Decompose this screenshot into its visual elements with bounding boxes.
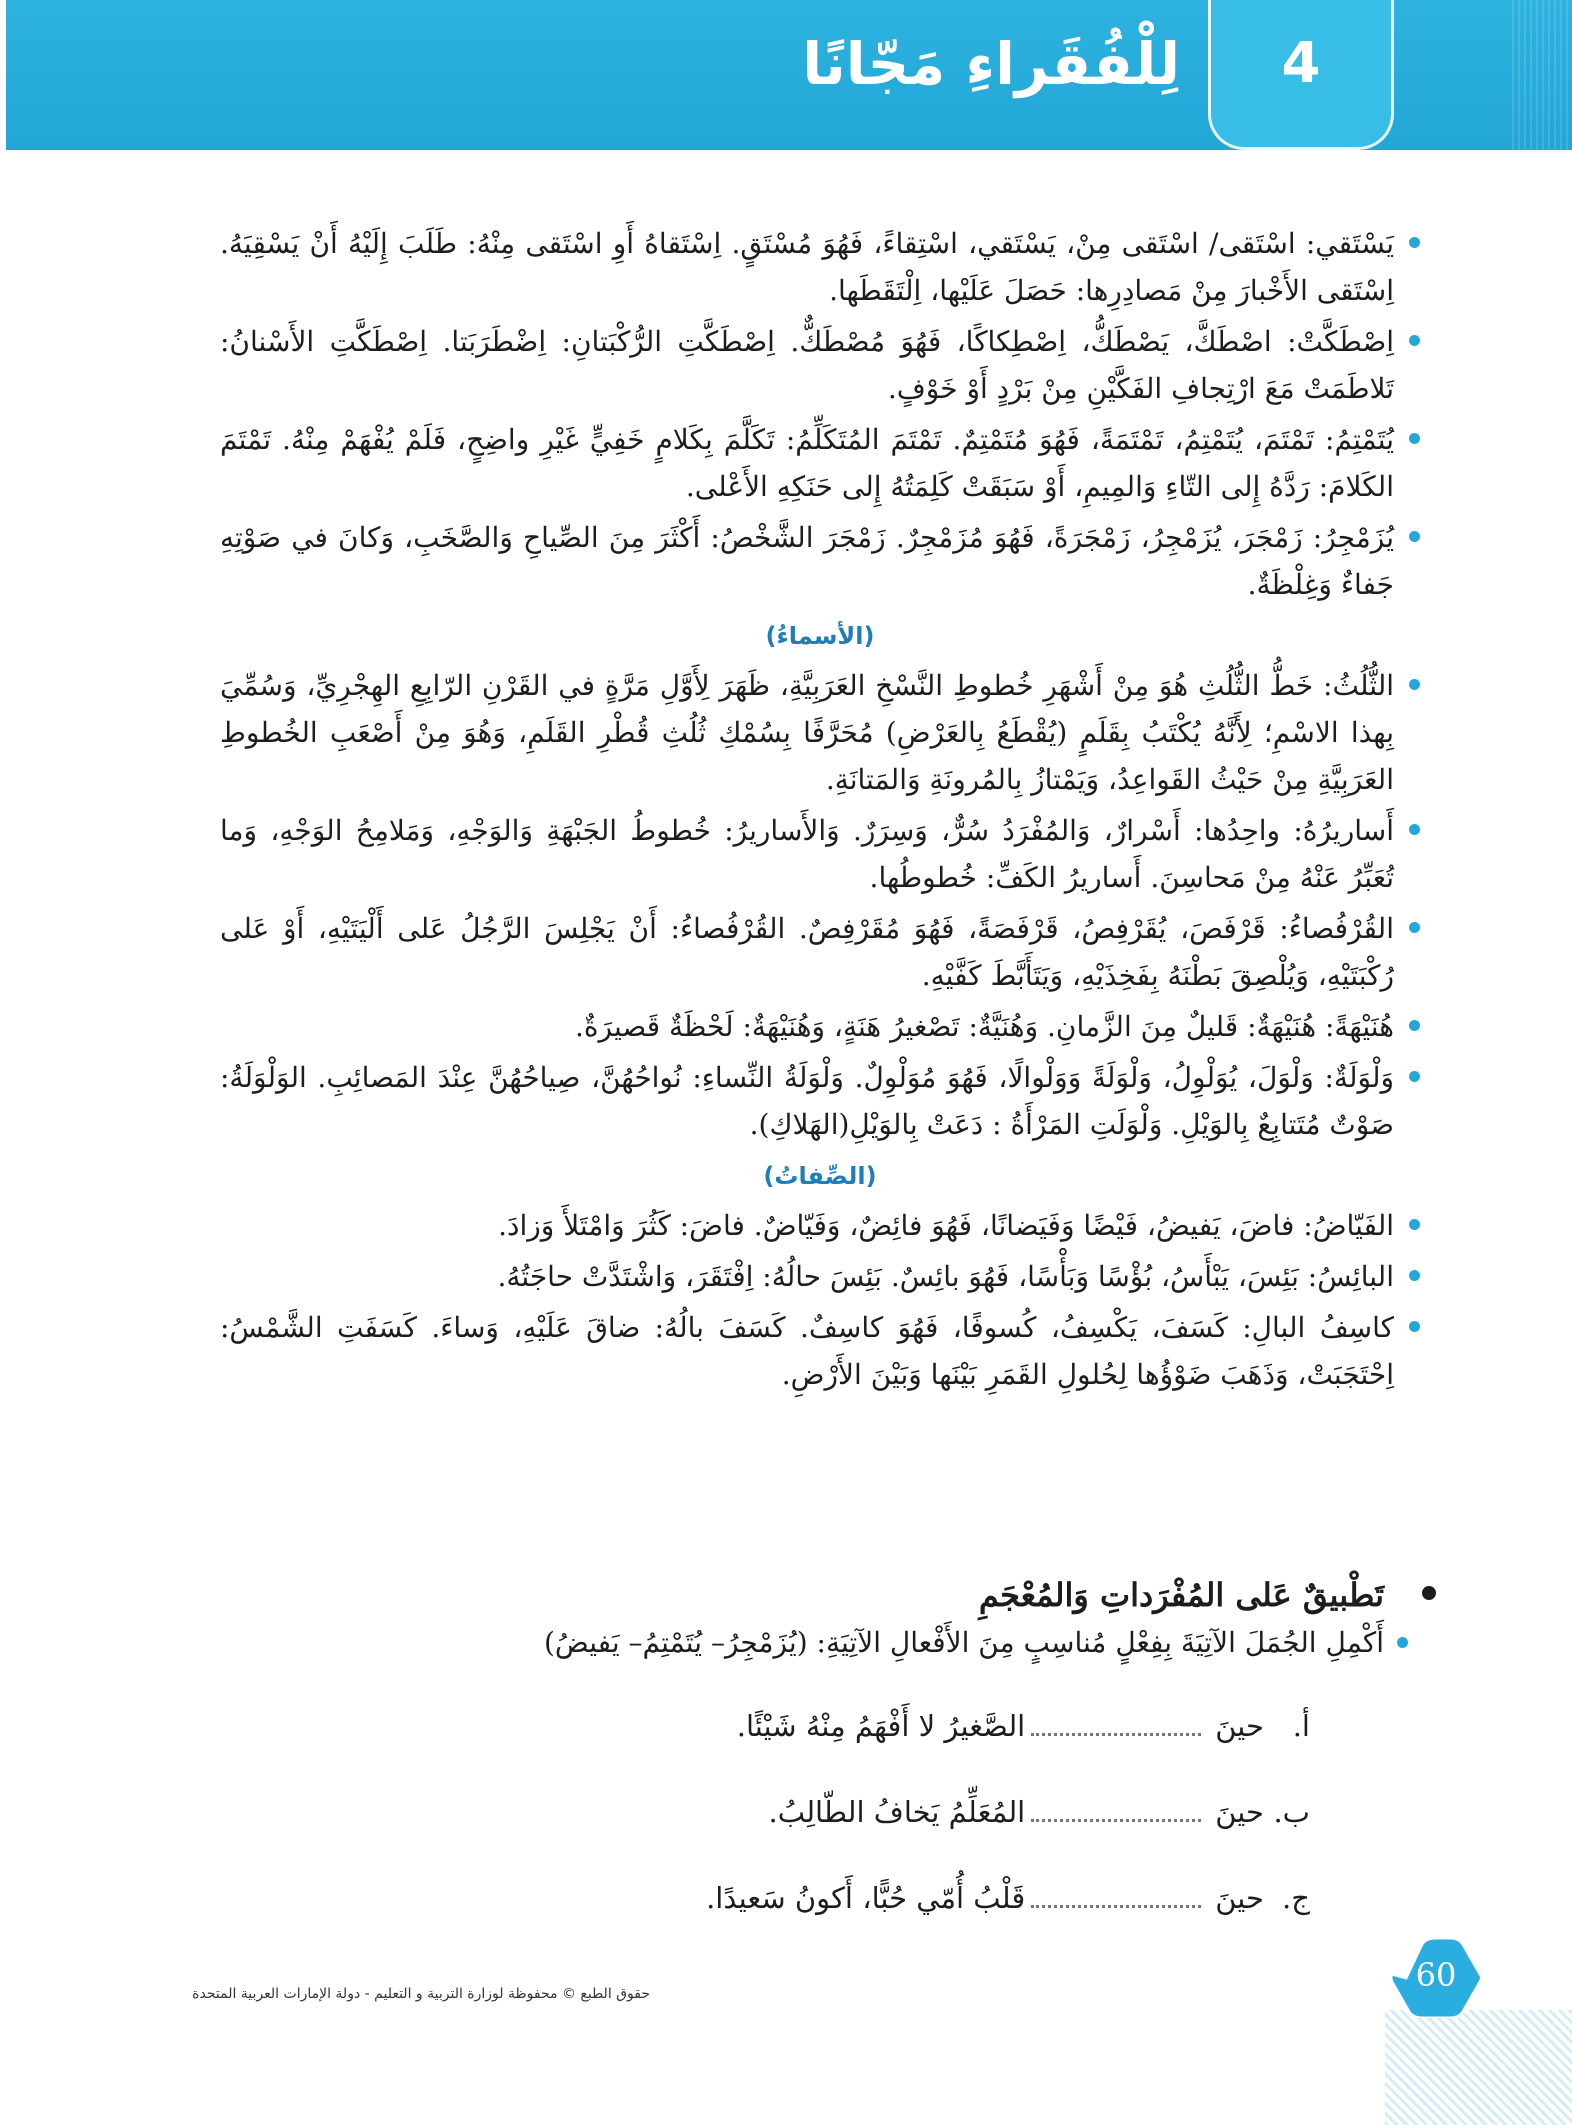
verb-entry [220,318,1420,412]
exercise-when: حينَ [1215,1881,1264,1915]
practice-section [300,1570,1430,1922]
practice-instruction [300,1620,1430,1666]
bullet-icon [1409,922,1420,933]
entry-text: وَلْوَلَةٌ: وَلْوَلَ، يُوَلْوِلُ، وَلْوَلَةً وَوَلْوالًا، فَهُوَ مُوَلْوِلٌ. وَلْوَلَةُ النِّساءِ: نُواحُهُنَّ، صِياحُهُنَّ عِنْدَ المَصائِبِ. الوَلْوَلَةُ: صَوْتٌ مُتَتابِعٌ بِالوَيْلِ. وَلْوَلَتِ المَرْأَةُ : دَعَتْ بِالوَيْلِ(الهَلاكِ). [220,1061,1394,1141]
exercise-rest: قَلْبُ أُمّي حُبًّا، أَكونُ سَعيدًا. [706,1881,1026,1915]
adjective-entry [220,1304,1420,1398]
exercise-when: حينَ [1215,1709,1264,1743]
bullet-icon [1409,1020,1420,1031]
bullet-icon [1397,1637,1408,1648]
nouns-list [220,662,1420,1148]
lesson-number: 4 [1281,31,1321,96]
bullet-icon [1409,1321,1420,1332]
answer-blank[interactable] [1031,1883,1201,1908]
noun-entry [220,807,1420,901]
nouns-heading: (الأسماءُ) [765,622,875,650]
entry-text: يُزَمْجِرُ: زَمْجَرَ، يُزَمْجِرُ، زَمْجَرَةً، فَهُوَ مُزَمْجِرٌ. زَمْجَرَ الشَّخْصُ: أَكْثَرَ مِنَ الصِّياحِ وَالصَّخَبِ، وَكانَ في صَوْتِهِ جَفاءٌ وَغِلْظَةٌ. [220,521,1394,601]
adjective-entry [220,1253,1420,1300]
bullet-icon [1409,433,1420,444]
entry-text: الثُّلُثُ: خَطُّ الثُّلُثِ هُوَ مِنْ أَشْهَرِ خُطوطِ النَّسْخِ العَرَبِيَّةِ، ظَهَرَ لِأَوَّلِ مَرَّةٍ في القَرْنِ الرّابِعِ الهِجْرِيِّ، وَسُمِّيَ بِهذا الاسْمِ؛ لِأَنَّهُ يُكْتَبُ بِقَلَمٍ (يُقْطَعُ بِالعَرْضِ) مُحَرَّفًا بِسُمْكِ ثُلُثِ قُطْرِ القَلَمِ، وَهُوَ مِنْ أَصْعَبِ الخُطوطِ العَرَبِيَّةِ مِنْ حَيْثُ القَواعِدُ، وَيَمْتازُ بِالمُرونَةِ وَالمَتانَةِ. [220,669,1394,796]
verb-entry [220,220,1420,314]
entry-text: هُنَيْهَةً: هُنَيْهَةٌ: قَليلٌ مِنَ الزَّمانِ. وَهُنَيَّةٌ: تَصْغيرُ هَنَةٍ، وَهُنَيْهَةٌ: لَحْظَةٌ قَصيرَةٌ. [574,1010,1394,1043]
bullet-icon [1409,679,1420,690]
entry-text: القُرْفُصاءُ: قَرْفَصَ، يُقَرْفِصُ، قَرْفَصَةً، فَهُوَ مُقَرْفِصٌ. القُرْفُصاءُ: أَنْ يَجْلِسَ الرَّجُلُ عَلى أَلْيَتَيْهِ، أَوْ عَلى رُكْبَتَيْهِ، وَيُلْصِقَ بَطْنَهُ بِفَخِذَيْهِ، وَيَتَأَبَّطَ كَفَّيْهِ. [220,912,1394,992]
noun-entry [220,1003,1420,1050]
exercise-when: حينَ [1215,1795,1264,1829]
exercise-rest: المُعَلِّمُ يَخافُ الطّالِبُ. [768,1795,1026,1829]
entry-text: كاسِفُ البالِ: كَسَفَ، يَكْسِفُ، كُسوفًا، فَهُوَ كاسِفٌ. كَسَفَ بالُهُ: ضاقَ عَلَيْهِ، وَساءَ. كَسَفَتِ الشَّمْسُ: اِحْتَجَبَتْ، وَذَهَبَ ضَوْؤُها لِحُلولِ القَمَرِ بَيْنَها وَبَيْنَ الأَرْضِ. [220,1311,1394,1391]
bullet-icon [1409,1071,1420,1082]
noun-entry [220,662,1420,803]
corner-pattern [1385,2010,1572,2125]
bullet-icon [1409,1270,1420,1281]
noun-entry [220,905,1420,999]
entry-text: أَساريرُهُ: واحِدُها: أَسْرارٌ، وَالمُفْرَدُ سُرٌّ، وَسِرَرٌ. وَالأَساريرُ: خُطوطُ الجَبْهَةِ وَالوَجْهِ، وَمَلامِحُ الوَجْهِ، وَما تُعَبِّرُ عَنْهُ مِنْ مَحاسِنَ. أَساريرُ الكَفِّ: خُطوطُها. [220,814,1394,894]
lesson-title: لِلْفُقَراءِ مَجّانًا [802,30,1180,98]
practice-title: تَطْبيقٌ عَلى المُفْرَداتِ وَالمُعْجَمِ [978,1576,1384,1614]
vocabulary-content [220,220,1420,1402]
exercise-item [300,1702,1430,1750]
entry-text: البائِسُ: بَئِسَ، يَبْأَسُ، بُؤْسًا وَبَأْسًا، فَهُوَ بائِسٌ. بَئِسَ حالُهُ: اِفْتَقَرَ، وَاشْتَدَّتْ حاجَتُهُ. [497,1260,1394,1293]
copyright-notice: حقوق الطبع © محفوظة لوزارة التربية و التعليم - دولة الإمارات العربية المتحدة [192,1986,650,2002]
bullet-icon [1409,1219,1420,1230]
verb-entry [220,416,1420,510]
exercise-letter: ج. [1282,1881,1310,1915]
exercise-letter: ب. [1273,1795,1310,1829]
bullet-icon [1422,1586,1436,1600]
bullet-icon [1409,824,1420,835]
bullet-icon [1409,335,1420,346]
answer-blank[interactable] [1031,1797,1201,1822]
exercise-rest: الصَّغيرُ لا أَفْهَمُ مِنْهُ شَيْئًا. [736,1709,1026,1743]
entry-text: اِصْطَكَّتْ: اصْطَكَّ، يَصْطَكُّ، اِصْطِكاكًا، فَهُوَ مُصْطَكٌّ. اِصْطَكَّتِ الرُّكْبَتانِ: اِضْطَرَبَتا. اِصْطَكَّتِ الأَسْنانُ: تَلاطَمَتْ مَعَ ارْتِجافِ الفَكَّيْنِ مِنْ بَرْدٍ أَوْ خَوْفٍ. [220,325,1394,405]
entry-text: يَسْتَقي: اسْتَقى/ اسْتَقى مِنْ، يَسْتَقي، اسْتِقاءً، فَهُوَ مُسْتَقٍ. اِسْتَقاهُ أَوِ اسْتَقى مِنْهُ: طَلَبَ إِلَيْهُ أَنْ يَسْقِيَهُ. اِسْتَقى الأَخْبارَ مِنْ مَصادِرِها: حَصَلَ عَلَيْها، اِلْتَقَطَها. [220,227,1394,307]
adjective-entry [220,1202,1420,1249]
answer-blank[interactable] [1031,1711,1201,1736]
exercise-letter: أ. [1292,1709,1310,1743]
verb-entry [220,514,1420,608]
adjectives-list [220,1202,1420,1398]
bullet-icon [1409,237,1420,248]
exercise-item [300,1874,1430,1922]
entry-text: الفَيّاضُ: فاضَ، يَفيضُ، فَيْضًا وَفَيَضانًا، فَهُوَ فائِضٌ، وَفَيّاضٌ. فاضَ: كَثُرَ وَامْتَلأَ وَزادَ. [498,1209,1394,1242]
page-number: 60 [1415,1956,1457,1994]
noun-entry [220,1054,1420,1148]
entry-text: يُتَمْتِمُ: تَمْتَمَ، يُتَمْتِمُ، تَمْتَمَةً، فَهُوَ مُتَمْتِمٌ. تَمْتَمَ المُتَكَلِّمُ: تَكَلَّمَ بِكَلامٍ خَفِيٍّ غَيْرِ واضِحٍ، فَلَمْ يُفْهَمْ مِنْهُ. تَمْتَمَ الكَلامَ: رَدَّهُ إِلى التّاءِ وَالمِيمِ، أَوْ سَبَقَتْ كَلِمَتُهُ إِلى حَنَكِهِ الأَعْلى. [220,423,1394,503]
exercise-item [300,1788,1430,1836]
adjectives-heading: (الصِّفاتُ) [763,1162,877,1190]
header-pattern [1512,0,1572,150]
instruction-text: أَكْمِلِ الجُمَلَ الآتِيَةَ بِفِعْلٍ مُناسِبٍ مِنَ الأَفْعالِ الآتِيَةِ: (يُزَمْجِرُ– يُتَمْتِمُ– يَفيضُ) [544,1626,1384,1659]
verbs-list [220,220,1420,608]
bullet-icon [1409,531,1420,542]
